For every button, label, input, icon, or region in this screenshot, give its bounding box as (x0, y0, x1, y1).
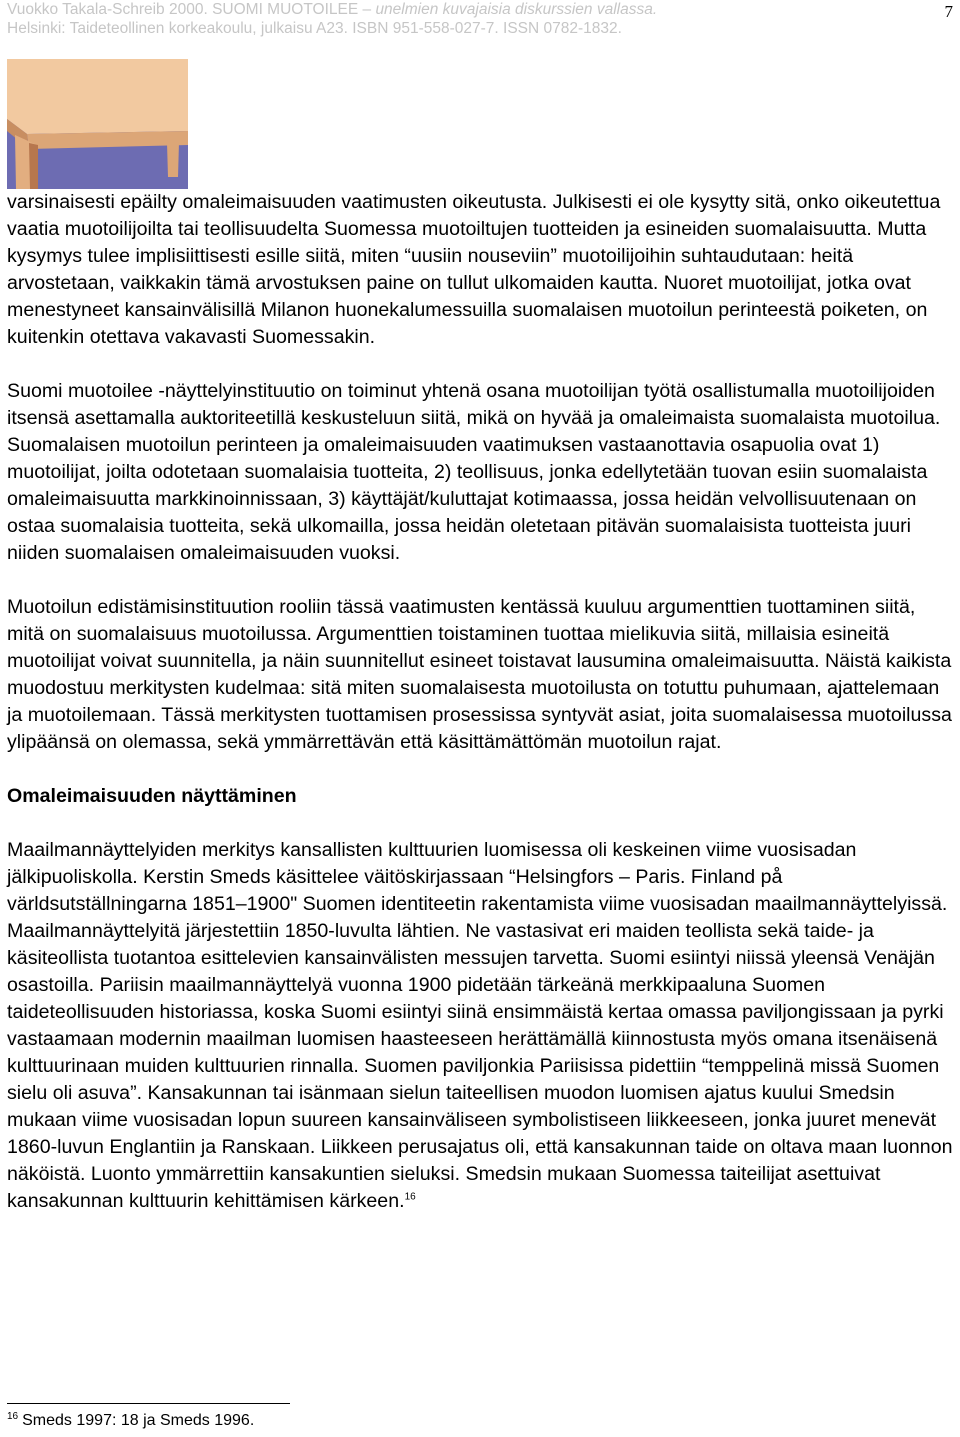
footnote-reference[interactable]: 16 (404, 1191, 416, 1203)
paragraph: varsinaisesti epäilty omaleimaisuuden vaatimusten oikeutusta. Julkisesti ei ole kysytty sitä, onko oikeutettua vaatia muotoilijoilta tai teollisuudelta Suomessa muotoiltujen tuotteiden ja esineiden suomalaisuutta. Mutta kysymys tulee implisiittisesti esille siitä, miten “uusiin nouseviin” muotoilijoihin suhtaudutaan: heitä arvostetaan, vaikkakin tämä arvostuksen paine on tullut ulkomaiden kautta. Nuoret muotoilijat, jotka ovat menestyneet kansainvälisillä Milanon huonekalumessuilla suomalaisen muotoilun perinteestä poiketen, on kuitenkin otettava vakavasti Suomessakin. (7, 191, 941, 348)
chair-seat-top (7, 59, 188, 134)
running-header (7, 0, 907, 38)
paragraph: Muotoilun edistämisinstituution rooliin tässä vaatimusten kentässä kuuluu argumenttien tuottaminen siitä, mitä on suomalaisuus muotoilussa. Argumenttien toistaminen tuottaa mielikuvia siitä, millaisia esineitä muotoilijat voivat suunnitella, ja näin suunnitellut esineet toistavat lausumina omaleimaisuutta. Näistä kaikista muodostuu merkitysten kudelmaa: sitä miten suomalaisesta muotoilusta on totuttu puhumaan, ajattelemaan ja muotoilemaan. Tässä merkitysten tuottamisen prosessissa syntyvät asiat, joita suomalaisessa muotoilussa ylipäänsä on olemassa, sekä ymmärrettävän että käsittämättömän muotoilun rajat. (7, 596, 952, 753)
chair-illustration (7, 59, 188, 189)
footnote-number: 16 (7, 1410, 19, 1422)
footnote-divider (7, 1403, 290, 1404)
page-number: 7 (944, 2, 953, 21)
body-text (7, 189, 957, 1242)
header-author-title: Vuokko Takala-Schreib 2000. SUOMI MUOTOILEE – (7, 1, 376, 18)
paragraph: Suomi muotoilee -näyttelyinstituutio on toiminut yhtenä osana muotoilijan työtä osallistumalla muotoilijoiden itsensä asettamalla auktoriteetillä keskusteluun siitä, mikä on hyvää ja omaleimaista suomalaista muotoilua. Suomalaisen muotoilun perinteen ja omaleimaisuuden vaatimuksen vastaanottavia osapuolia ovat 1) muotoilijat, joilta odotetaan suomalaisia tuotteita, 2) teollisuus, jonka edellytetään tuovan esiin suomalaista omaleimaisuutta markkinoinnissaan, 3) käyttäjät/kuluttajat kotimaassa, jossa heidän velvollisuutenaan on ostaa suomalaisia tuotteita, sekä ulkomailla, jossa heidän oletetaan pitävän suomalaisista tuotteista juuri niiden suomalaisen omaleimaisuuden vuoksi. (7, 380, 941, 564)
header-subtitle: unelmien kuvajaisia diskurssien vallassa. (375, 1, 658, 18)
footnote-text: Smeds 1997: 18 ja Smeds 1996. (22, 1412, 255, 1429)
chair-back-leg (167, 142, 179, 177)
footnote (7, 1410, 254, 1432)
paragraph-with-footnote (7, 837, 957, 1215)
paragraph-text: Maailmannäyttelyiden merkitys kansallisten kulttuurien luomisessa oli keskeinen viime vuosisadan jälkipuoliskolla. Kerstin Smeds käsittelee väitöskirjassaan “Helsingfors – Paris. Finland på världsutställningarna 1851–1900" Suomen identiteetin rakentamista viime vuosisadan maailmannäyttelyissä. Maailmannäyttelyitä järjestettiin 1850-luvulta lähtien. Ne vastasivat eri maiden teollista sekä taide- ja käsiteollista tuotantoa esittelevien kansainvälisten messujen tarvetta. Suomi esiintyi niissä yleensä Venäjän osastoilla. Pariisin maailmannäyttelyä vuonna 1900 pidetään tärkeänä merkkipaaluna Suomen taideteollisuuden historiassa, koska Suomi esiintyi siinä ensimmäistä kertaa omassa paviljongissaan ja pyrki vastaamaan modernin maailman luomisen haasteeseen herättämällä kiinnostusta myös omana itsenäisenä kulttuurinaan muiden kulttuurien rinnalla. Suomen paviljonkia Pariisissa pidettiin “temppelinä missä Suomen sielu oli asuva”. Kansakunnan tai isänmaan sielun taiteellisen muodon luomisen ajatus kuului Smedsin mukaan viime vuosisadan lopun suureen kansainväliseen symbolistiseen liikkeeseen, jonka juuret menevät 1860-luvun Englantiin ja Ranskaan. Liikkeen perusajatus oli, että kansakunnan taide on oltava maan luonnon näköistä. Luonto ymmärrettiin kansakuntien sieluksi. Smedsin mukaan Suomessa taiteilijat asettuivat kansakunnan kulttuurin kehittämisen kärkeen. (7, 839, 953, 1212)
header-citation-line (7, 0, 907, 19)
section-heading: Omaleimaisuuden näyttäminen (7, 785, 297, 807)
wooden-chair-photo-icon (7, 59, 188, 189)
chair-front-leg-shadow (29, 143, 38, 189)
header-publication-line: Helsinki: Taideteollinen korkeakoulu, julkaisu A23. ISBN 951-558-027-7. ISSN 0782-1832. (7, 20, 622, 37)
